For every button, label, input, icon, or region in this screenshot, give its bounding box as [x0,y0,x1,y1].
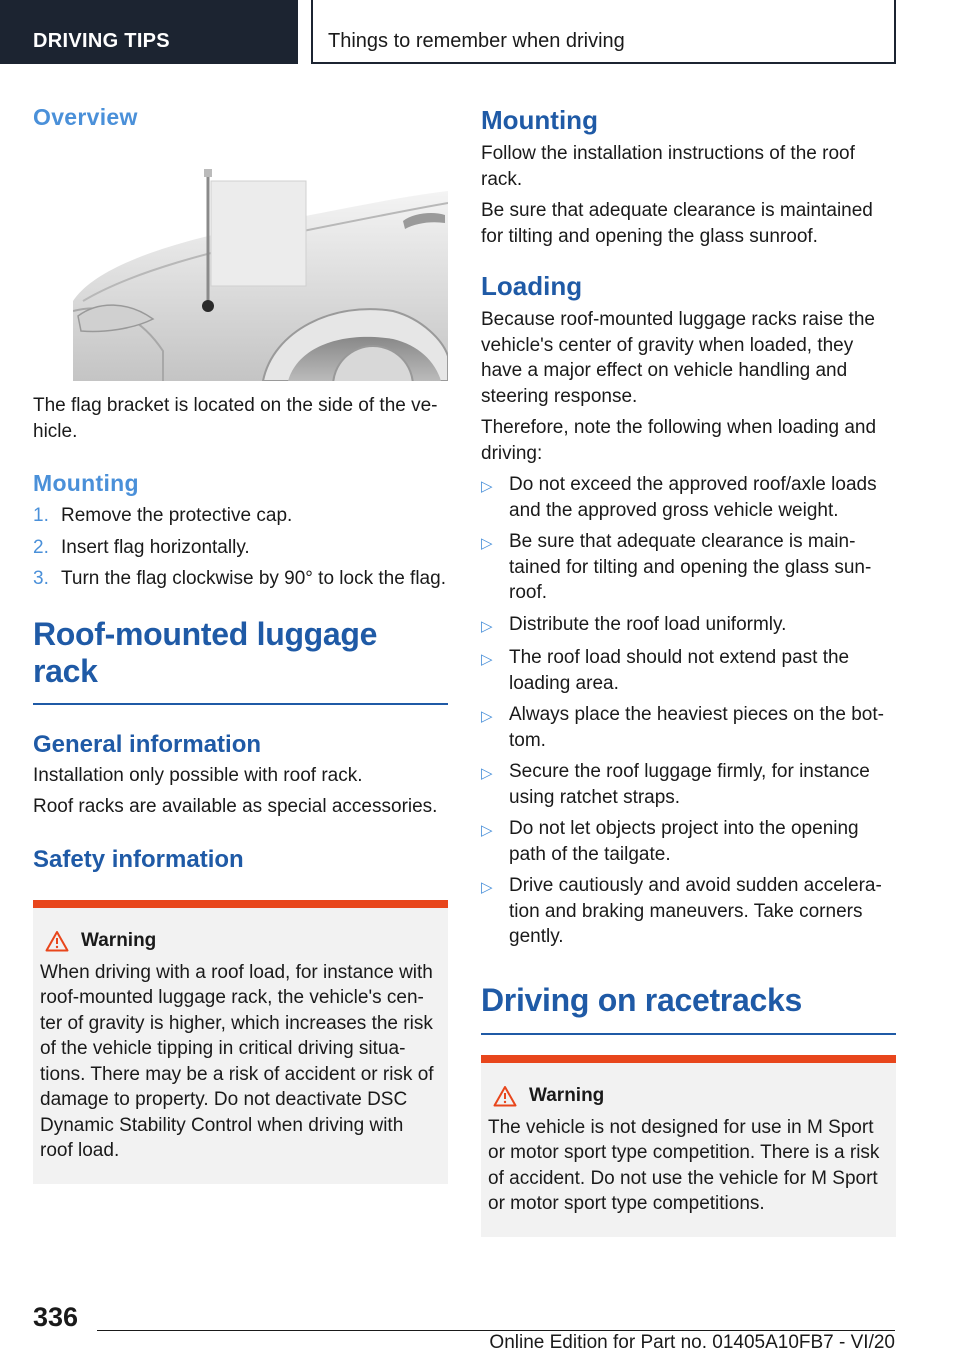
list-item: 1. Remove the protective cap. [33,505,293,526]
warning-label: Warning [529,1084,605,1106]
mounting-p2: Be sure that adequate clearance is maintained for tilting and opening the glass sunroof. [481,200,873,247]
loading-p2: Therefore, note the following when loading and driving: [481,417,877,464]
page-footer [0,1290,960,1362]
roof-rack-section-title: Roof-mounted luggage rack [33,615,378,689]
car-fender-illustration [73,151,448,381]
list-item: ▷ Do not exceed the approved roof/axle loads and the approved gross vehicle weight. [481,472,896,523]
section-title: DRIVING TIPS [33,30,170,52]
bullet-icon: ▷ [481,765,493,782]
edition-note: Online Edition for Part no. 01405A10FB7 - VI/20 [489,1332,895,1353]
mounting-heading-right: Mounting [481,105,598,135]
list-item: 2. Insert flag horizontally. [33,536,250,558]
figure-caption: The flag bracket is located on the side of the ve‐hicle. [33,395,438,442]
list-item: ▷ The roof load should not extend past the loading area. [481,645,896,696]
warning-text: When driving with a roof load, for instance with roof-mounted luggage rack, the vehicle's cen‐ter of gravity is higher, which increases the risk of the vehicle tipping in critical driving situa‐tions. There may be a risk of accident or risk of damage to property. Do not deactivate DSC Dynamic Stability Control when driving with roof load. [40,961,434,1161]
mounting-p1: Follow the installation instructions of the roof rack. [481,143,855,190]
warning-box-racetracks [481,1055,896,1237]
bullet-icon: ▷ [481,617,493,635]
warning-triangle-icon [493,1085,517,1107]
section-rule [481,1033,896,1035]
warning-label: Warning [81,929,157,951]
safety-info-heading: Safety information [33,845,244,873]
warning-header [40,930,440,952]
warning-triangle-icon [45,930,69,952]
page-number: 336 [33,1302,79,1332]
list-item: ▷ Distribute the roof load uniformly. [481,612,896,640]
warning-box-roof-load [33,900,448,1184]
mounting-heading-left: Mounting [33,470,139,496]
chapter-title: Things to remember when driving [328,30,625,52]
bullet-icon: ▷ [481,478,493,495]
left-column [33,100,448,1184]
list-item: ▷ Do not let objects project into the opening path of the tailgate. [481,816,896,867]
warning-header [488,1085,888,1107]
mounting-steps-list [33,503,448,592]
bullet-icon: ▷ [481,708,493,725]
right-column [481,100,896,1237]
chapter-tab [311,0,896,64]
bullet-icon: ▷ [481,879,493,896]
bullet-icon: ▷ [481,535,493,552]
general-info-heading: General information [33,730,262,758]
bullet-icon: ▷ [481,651,493,668]
section-rule [33,703,448,705]
list-item: ▷ Secure the roof luggage firmly, for instance using ratchet straps. [481,759,896,810]
section-tab [0,0,298,64]
warning-text: The vehicle is not designed for use in M Sport or motor sport type competition. There is a risk of accident. Do not use the vehicle for M Sport or motor sport type competitions. [488,1116,880,1214]
overview-heading: Overview [33,104,138,130]
loading-bullets-list [481,472,896,950]
list-item: ▷ Be sure that adequate clearance is main‐tained for tilting and opening the glass sun‐roof. [481,529,896,606]
footer-rule [97,1330,895,1331]
general-info-p1: Installation only possible with roof rack. [33,764,363,786]
general-info-p2: Roof racks are available as special accessories. [33,796,438,817]
list-item: ▷ Always place the heaviest pieces on the bot‐tom. [481,702,896,753]
list-item: 3. Turn the flag clockwise by 90° to lock the flag. [33,568,446,589]
bullet-icon: ▷ [481,822,493,839]
list-item: ▷ Drive cautiously and avoid sudden accelera‐tion and braking maneuvers. Take corners gently. [481,873,896,950]
flag-bracket-figure [73,151,448,381]
loading-heading: Loading [481,271,583,301]
loading-p1: Because roof-mounted luggage racks raise the vehicle's center of gravity when loaded, they have a major effect on vehicle handling and steering response. [481,309,875,407]
page-header [0,0,960,66]
racetracks-section-title: Driving on racetracks [481,981,802,1018]
